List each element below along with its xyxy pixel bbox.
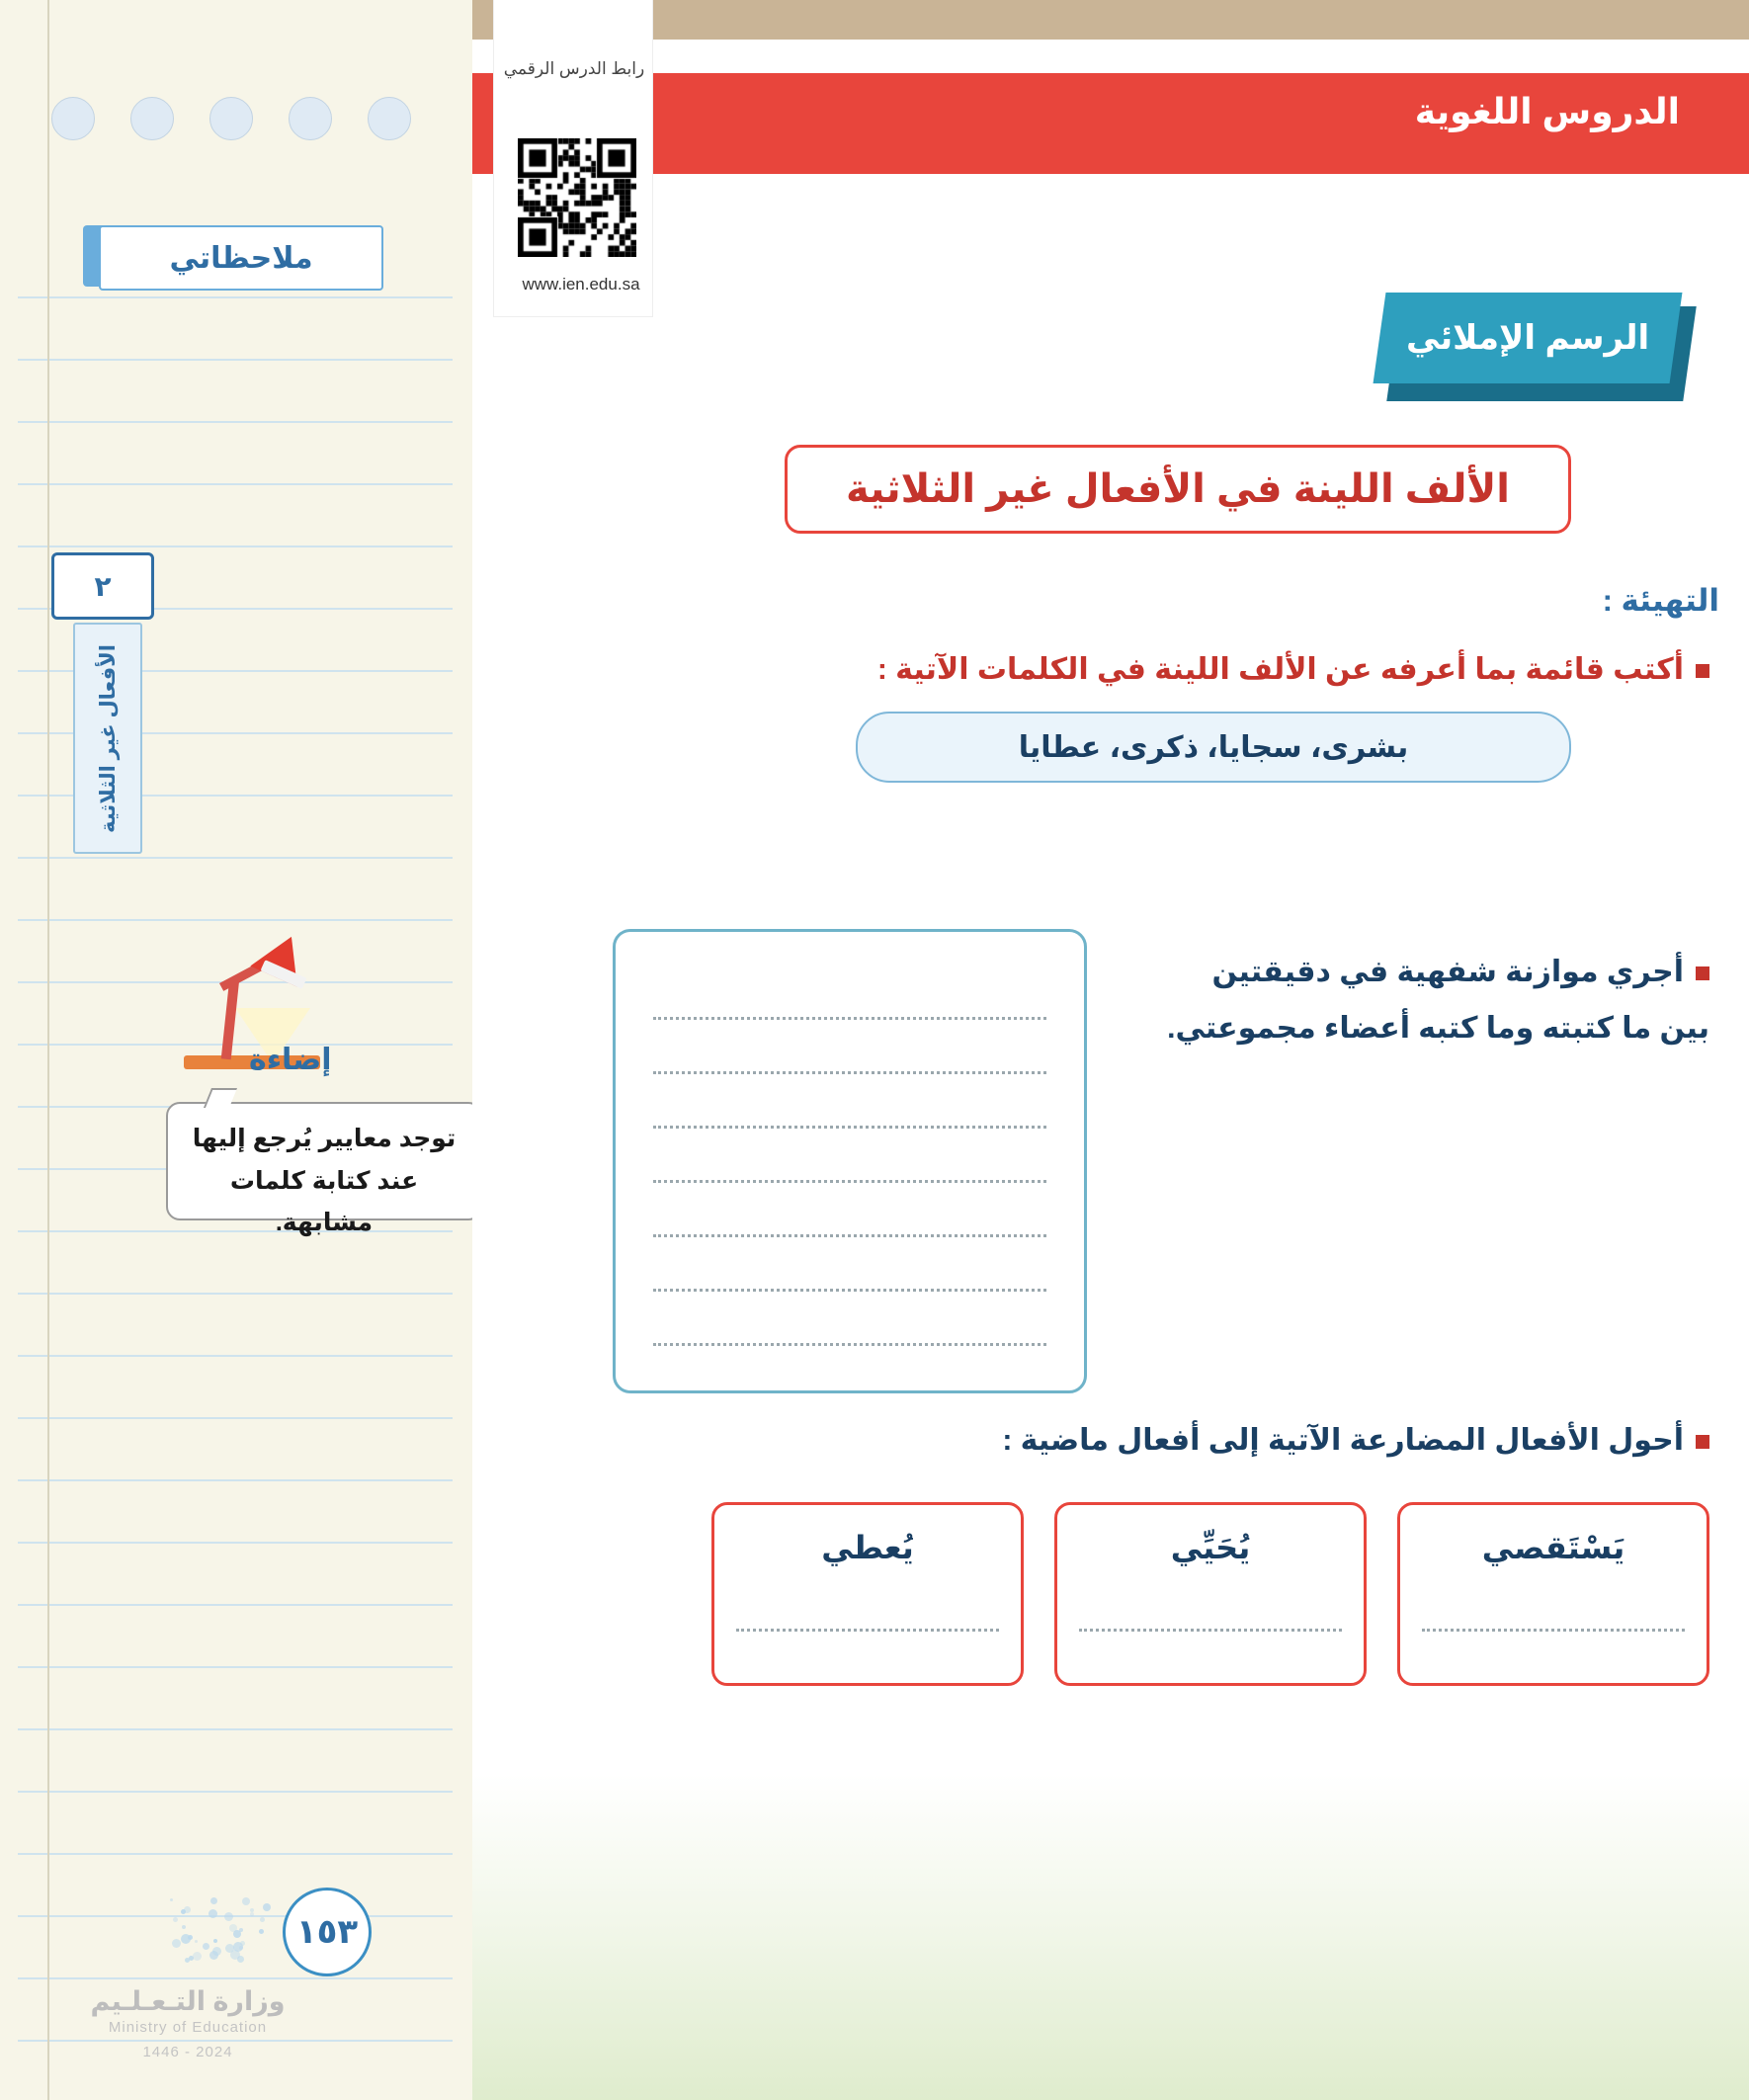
qr-url: www.ien.edu.sa [522,275,640,294]
notebook-line [18,1853,453,1855]
notebook-line [18,1293,453,1295]
verb-word: يَسْتَقصي [1481,1530,1625,1565]
notebook-line [18,919,453,921]
bullet-square-icon [1696,664,1709,678]
notebook-line [18,1977,453,1979]
notes-tab [99,225,383,291]
answer-line[interactable] [653,1292,1045,1346]
header-tear-bottom [472,174,1749,263]
ministry-name-ar: وزارة التـعـلـيم [90,1986,286,2016]
notebook-line [18,1604,453,1606]
section-ribbon-label: الرسم الإملائي [1405,319,1650,357]
notebook-line [18,546,453,547]
question-2-text: أجري موازنة شفهية في دقيقتين بين ما كتبته وما كتبه أعضاء مجموعتي. [1167,956,1709,1045]
verb-word: يُحَيِّي [1170,1530,1251,1565]
decorative-dot [237,1956,244,1963]
decorative-dot [263,1903,271,1911]
answer-writing-box[interactable] [613,929,1087,1393]
decorative-dot [170,1898,173,1901]
question-3-text: أحول الأفعال المضارعة الآتية إلى أفعال ماضية : [1002,1424,1684,1457]
footer-gradient [472,1774,1749,2100]
notes-tab-label: ملاحظاتي [169,241,313,275]
qr-label: رابط الدرس الرقمي [503,59,645,78]
decorative-dot [212,1947,221,1956]
question-3 [672,1423,1709,1458]
notebook-line [18,1542,453,1544]
decorative-dot [239,1928,243,1932]
side-lesson-tab [22,553,120,860]
answer-line[interactable] [653,966,1045,1020]
decorative-dot [260,1917,265,1922]
notebook-line [18,1791,453,1793]
notebook-column [0,0,472,2100]
notebook-margin-line [47,0,49,2100]
tip-text-line-2: عند كتابة كلمات مشابهة. [229,1166,419,1236]
decorative-dots [166,1897,275,1967]
tip-text-line-1: توجد معايير يُرجع إليها [192,1125,457,1152]
binder-hole [289,97,332,140]
notebook-line [18,1417,453,1419]
verb-card[interactable] [711,1502,1024,1686]
binder-hole [130,97,174,140]
tip-bubble [166,1102,482,1236]
verb-answer-line[interactable] [1422,1629,1685,1632]
verb-word: يُعطي [821,1530,914,1565]
decorative-dot [173,1917,178,1922]
decorative-dot [185,1958,190,1963]
binder-hole [51,97,95,140]
decorative-dot [195,1940,198,1943]
decorative-dot [193,1952,202,1961]
preparation-label: التهيئة : [1602,583,1719,618]
decorative-dot [208,1909,217,1918]
notebook-line [18,1666,453,1668]
answer-line[interactable] [653,1129,1045,1183]
decorative-dot [182,1925,186,1929]
lesson-title-box [785,445,1571,534]
qr-card [494,0,652,316]
verb-card[interactable] [1397,1502,1709,1686]
qr-code-image[interactable] [518,138,636,257]
ministry-name-en: Ministry of Education [108,2019,268,2036]
side-tab-strip [73,623,142,854]
header-tear-top [472,40,1749,73]
notebook-line [18,359,453,361]
tip-label: إضاءة [249,1044,332,1076]
decorative-dot [172,1939,181,1948]
notebook-line [18,421,453,423]
words-list: بشرى، سجايا، ذكرى، عطايا [1018,730,1409,764]
header-title: الدروس اللغوية [1414,91,1680,131]
verb-card[interactable] [1054,1502,1367,1686]
lesson-title: الألف اللينة في الأفعال غير الثلاثية [846,467,1510,511]
decorative-dot [203,1943,209,1950]
notebook-line [18,1728,453,1730]
page-number: ١٥٣ [283,1888,372,1976]
answer-line[interactable] [653,1237,1045,1292]
notebook-line [18,1479,453,1481]
decorative-dot [250,1912,254,1916]
question-2 [1156,944,1709,1056]
decorative-dot [210,1897,217,1904]
decorative-dot [250,1908,254,1912]
words-box [856,712,1571,783]
binder-hole [209,97,253,140]
section-ribbon [1374,293,1683,383]
notebook-line [18,483,453,485]
main-content [472,0,1749,2100]
decorative-dot [229,1924,237,1932]
decorative-dot [184,1906,191,1913]
decorative-dot [242,1897,250,1905]
answer-line[interactable] [653,1183,1045,1237]
binder-hole [368,97,411,140]
ministry-year: 2024 - 1446 [142,2044,233,2060]
side-tab-label: الأفعال غير الثلاثية [96,643,120,833]
answer-line[interactable] [653,1074,1045,1129]
decorative-dot [259,1929,264,1934]
binder-holes [0,87,472,146]
decorative-dot [233,1942,243,1952]
decorative-dot [224,1912,233,1921]
question-1-text: أكتب قائمة بما أعرفه عن الألف اللينة في الكلمات الآتية : [876,653,1684,686]
question-1 [672,652,1709,687]
verb-answer-line[interactable] [736,1629,999,1632]
verb-cards [711,1502,1709,1680]
ministry-logo [79,1986,296,2060]
bullet-square-icon [1696,966,1709,980]
verb-answer-line[interactable] [1079,1629,1342,1632]
decorative-dot [213,1939,217,1943]
notebook-line [18,1355,453,1357]
notebook-line [18,296,453,298]
answer-line[interactable] [653,1020,1045,1074]
side-tab-number: ٢ [51,552,154,620]
decorative-dot [181,1934,191,1944]
bullet-square-icon [1696,1435,1709,1449]
